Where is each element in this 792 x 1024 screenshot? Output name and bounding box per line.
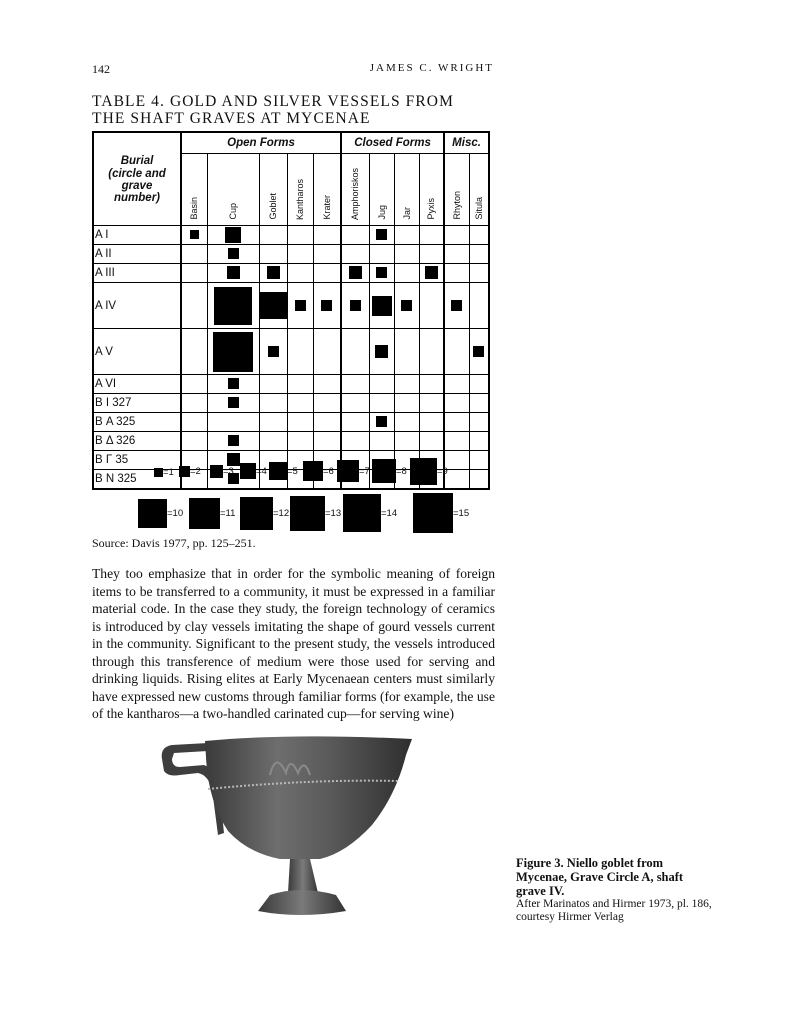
size-legend: [92, 453, 512, 533]
column-label: Amphoriskos: [350, 167, 361, 220]
table-row: [93, 413, 489, 432]
burial-header-title: Burial: [120, 154, 154, 167]
column-header-jug: [369, 154, 394, 226]
legend-square: [413, 493, 453, 533]
legend-item: [138, 499, 183, 528]
count-cell: [394, 432, 419, 451]
count-cell: [259, 264, 287, 283]
burial-header-subtitle-1: (circle and grave: [108, 167, 166, 192]
count-cell: [469, 245, 489, 264]
body-text: [92, 565, 495, 723]
count-cell: [369, 394, 394, 413]
count-cell: [287, 413, 313, 432]
count-cell: [341, 283, 369, 329]
legend-label: =9: [437, 465, 448, 477]
count-cell: [419, 226, 444, 245]
burial-cell: A III: [93, 264, 181, 283]
count-cell: [259, 283, 287, 329]
table-row: [93, 264, 489, 283]
legend-label: =5: [287, 465, 298, 477]
legend-item: [269, 462, 298, 480]
count-cell: [469, 375, 489, 394]
legend-label: =10: [167, 507, 184, 519]
count-square: [228, 378, 239, 389]
count-cell: [313, 413, 341, 432]
count-cell: [419, 394, 444, 413]
legend-label: =7: [359, 465, 370, 477]
count-cell: [469, 413, 489, 432]
burial-cell: B I 327: [93, 394, 181, 413]
group-open-forms: Open Forms: [181, 132, 341, 154]
count-cell: [369, 413, 394, 432]
count-cell: [313, 226, 341, 245]
legend-item: [189, 498, 235, 529]
legend-label: =8: [396, 465, 407, 477]
count-square: [190, 230, 199, 239]
legend-item: [343, 494, 397, 532]
legend-item: [337, 460, 370, 482]
column-header-jar: [394, 154, 419, 226]
count-cell: [444, 245, 469, 264]
count-cell: [313, 329, 341, 375]
table-body: [93, 226, 489, 490]
count-cell: [287, 283, 313, 329]
column-label: Rhyton: [451, 191, 462, 220]
count-square: [228, 435, 239, 446]
legend-square: [154, 468, 163, 477]
count-cell: [469, 264, 489, 283]
column-header-amphoriskos: [341, 154, 369, 226]
burial-cell: B Α 325: [93, 413, 181, 432]
count-cell: [287, 329, 313, 375]
legend-square: [138, 499, 167, 528]
legend-item: [372, 459, 407, 483]
column-header-kantharos: [287, 154, 313, 226]
count-cell: [341, 413, 369, 432]
count-cell: [181, 329, 207, 375]
count-square: [372, 296, 392, 316]
count-cell: [207, 413, 259, 432]
legend-item: [179, 466, 201, 477]
count-cell: [341, 245, 369, 264]
count-square: [375, 345, 388, 358]
count-cell: [287, 245, 313, 264]
count-cell: [369, 283, 394, 329]
page-number: 142: [92, 62, 110, 76]
legend-square: [337, 460, 359, 482]
count-cell: [469, 283, 489, 329]
legend-item: [240, 497, 289, 530]
table-row: [93, 394, 489, 413]
count-cell: [469, 226, 489, 245]
count-cell: [369, 375, 394, 394]
table-row: [93, 283, 489, 329]
legend-item: [240, 463, 267, 479]
legend-label: =6: [323, 465, 334, 477]
burial-cell: A V: [93, 329, 181, 375]
legend-label: =3: [223, 465, 234, 477]
body-paragraph: They too emphasize that in order for the symbolic meaning of foreign items to be transferred to a community, it must be expressed in a familiar material code. In the case they study, the foreign technology of ceramics is introduced by clay vessels imitating the shape of gourd vessels current in the community. Significant to the present study, the vessels introduced through this transference of medium were those used for serving and drinking liquids. Rising elites at Early Mycenaean centers must similarly have expressed new customs through familiar forms (for example, the use of the kantharos—a two-handled carinated cup—for serving wine): [92, 566, 495, 721]
burial-cell: B N 325: [93, 470, 181, 490]
column-header-goblet: [259, 154, 287, 226]
count-cell: [259, 375, 287, 394]
column-header-krater: [313, 154, 341, 226]
legend-label: =12: [273, 507, 290, 519]
count-cell: [419, 432, 444, 451]
count-square: [401, 300, 412, 311]
count-cell: [181, 375, 207, 394]
count-cell: [419, 264, 444, 283]
table-title: [92, 93, 512, 127]
table-row: [93, 329, 489, 375]
legend-square: [303, 461, 323, 481]
legend-square: [343, 494, 381, 532]
count-cell: [419, 283, 444, 329]
burial-cell: A IV: [93, 283, 181, 329]
count-cell: [181, 226, 207, 245]
count-cell: [369, 432, 394, 451]
count-cell: [181, 245, 207, 264]
count-square: [321, 300, 332, 311]
legend-label: =2: [190, 465, 201, 477]
table-title-line-1: TABLE 4. GOLD AND SILVER VESSELS FROM: [92, 93, 454, 110]
count-cell: [394, 245, 419, 264]
legend-square: [189, 498, 220, 529]
count-cell: [419, 375, 444, 394]
legend-square: [210, 465, 223, 478]
legend-item: [410, 458, 448, 485]
burial-cell: A II: [93, 245, 181, 264]
burial-header-subtitle-2: number): [114, 191, 160, 204]
legend-item: [413, 493, 469, 533]
count-cell: [469, 329, 489, 375]
niello-goblet-image: [150, 735, 420, 920]
legend-label: =1: [163, 466, 174, 478]
table-row: [93, 375, 489, 394]
column-label: Pyxis: [426, 198, 437, 220]
count-square: [349, 266, 362, 279]
group-closed-forms: Closed Forms: [341, 132, 444, 154]
count-square: [425, 266, 438, 279]
group-header-row: [93, 132, 489, 154]
burial-cell: B Γ 35: [93, 451, 181, 470]
count-cell: [207, 245, 259, 264]
table-row: [93, 432, 489, 451]
count-cell: [207, 329, 259, 375]
running-author: JAMES C. WRIGHT: [369, 62, 494, 74]
count-square: [350, 300, 361, 311]
count-square: [227, 266, 240, 279]
count-square: [473, 346, 484, 357]
legend-square: [179, 466, 190, 477]
count-cell: [444, 413, 469, 432]
count-cell: [341, 375, 369, 394]
column-header-pyxis: [419, 154, 444, 226]
count-cell: [469, 394, 489, 413]
count-cell: [259, 329, 287, 375]
count-cell: [444, 432, 469, 451]
count-square: [228, 248, 239, 259]
count-square: [295, 300, 306, 311]
count-cell: [207, 375, 259, 394]
count-square: [228, 397, 239, 408]
burial-header: [93, 132, 181, 226]
count-cell: [181, 413, 207, 432]
count-cell: [313, 394, 341, 413]
count-cell: [341, 329, 369, 375]
column-label: Basin: [189, 197, 200, 220]
count-square: [268, 346, 279, 357]
legend-square: [269, 462, 287, 480]
table-row: [93, 226, 489, 245]
count-cell: [287, 394, 313, 413]
count-cell: [419, 329, 444, 375]
column-header-rhyton: [444, 154, 469, 226]
count-square: [267, 266, 280, 279]
count-cell: [341, 226, 369, 245]
count-cell: [394, 413, 419, 432]
legend-item: [290, 496, 341, 531]
count-cell: [419, 245, 444, 264]
count-cell: [287, 432, 313, 451]
count-cell: [444, 264, 469, 283]
count-cell: [313, 375, 341, 394]
count-square: [225, 227, 241, 243]
figure-caption-title: Figure 3. Niello goblet from Mycenae, Grave Circle A, shaft grave IV.: [516, 856, 684, 898]
count-cell: [287, 375, 313, 394]
count-cell: [181, 283, 207, 329]
table-source: Source: Davis 1977, pp. 125–251.: [92, 536, 256, 550]
count-cell: [181, 264, 207, 283]
count-square: [260, 292, 287, 319]
count-cell: [287, 226, 313, 245]
count-square: [451, 300, 462, 311]
legend-square: [240, 463, 256, 479]
count-cell: [181, 432, 207, 451]
legend-label: =4: [256, 465, 267, 477]
count-cell: [419, 413, 444, 432]
count-cell: [444, 283, 469, 329]
count-cell: [259, 394, 287, 413]
count-cell: [313, 283, 341, 329]
count-cell: [341, 432, 369, 451]
count-cell: [207, 264, 259, 283]
column-header-situla: [469, 154, 489, 226]
count-cell: [259, 226, 287, 245]
count-cell: [313, 245, 341, 264]
count-cell: [394, 264, 419, 283]
figure-caption: [516, 856, 716, 924]
count-square: [213, 332, 253, 372]
count-cell: [394, 283, 419, 329]
legend-square: [240, 497, 273, 530]
legend-item: [210, 465, 234, 478]
count-square: [214, 287, 252, 325]
legend-square: [290, 496, 325, 531]
legend-square: [372, 459, 396, 483]
count-square: [376, 229, 387, 240]
legend-label: =11: [220, 507, 236, 519]
column-label: Jar: [401, 207, 412, 220]
count-cell: [444, 226, 469, 245]
count-cell: [394, 375, 419, 394]
column-label: Situla: [473, 197, 484, 220]
count-cell: [341, 394, 369, 413]
column-label: Jug: [376, 205, 387, 220]
count-cell: [313, 264, 341, 283]
column-label: Kantharos: [295, 178, 305, 220]
count-cell: [341, 264, 369, 283]
count-cell: [313, 432, 341, 451]
count-cell: [369, 329, 394, 375]
count-cell: [444, 394, 469, 413]
count-cell: [444, 329, 469, 375]
group-misc: Misc.: [444, 132, 489, 154]
count-cell: [394, 226, 419, 245]
count-cell: [259, 413, 287, 432]
legend-label: =14: [381, 507, 398, 519]
table-row: [93, 245, 489, 264]
legend-item: [154, 467, 174, 478]
count-cell: [181, 394, 207, 413]
legend-item: [303, 461, 334, 481]
count-cell: [259, 432, 287, 451]
column-label: Goblet: [268, 193, 278, 220]
count-square: [376, 416, 387, 427]
goblet-figure: [150, 735, 420, 920]
column-header-basin: [181, 154, 207, 226]
column-header-cup: [207, 154, 259, 226]
column-label: Cup: [228, 203, 238, 220]
running-header: [92, 62, 494, 78]
burial-cell: B Δ 326: [93, 432, 181, 451]
vessel-table: [92, 131, 490, 490]
count-cell: [469, 432, 489, 451]
count-cell: [369, 226, 394, 245]
legend-label: =15: [453, 507, 470, 519]
count-cell: [259, 245, 287, 264]
burial-cell: A I: [93, 226, 181, 245]
count-cell: [369, 245, 394, 264]
burial-cell: A VI: [93, 375, 181, 394]
legend-square: [410, 458, 437, 485]
count-cell: [207, 283, 259, 329]
count-cell: [207, 394, 259, 413]
table-title-line-2: THE SHAFT GRAVES AT MYCENAE: [92, 110, 371, 127]
figure-caption-credit: After Marinatos and Hirmer 1973, pl. 186, courtesy Hirmer Verlag: [516, 898, 712, 923]
count-cell: [207, 432, 259, 451]
count-cell: [207, 226, 259, 245]
count-cell: [394, 394, 419, 413]
count-cell: [394, 329, 419, 375]
column-label: Krater: [321, 195, 332, 220]
count-cell: [369, 264, 394, 283]
legend-label: =13: [325, 507, 342, 519]
count-square: [376, 267, 387, 278]
count-cell: [287, 264, 313, 283]
count-cell: [444, 375, 469, 394]
